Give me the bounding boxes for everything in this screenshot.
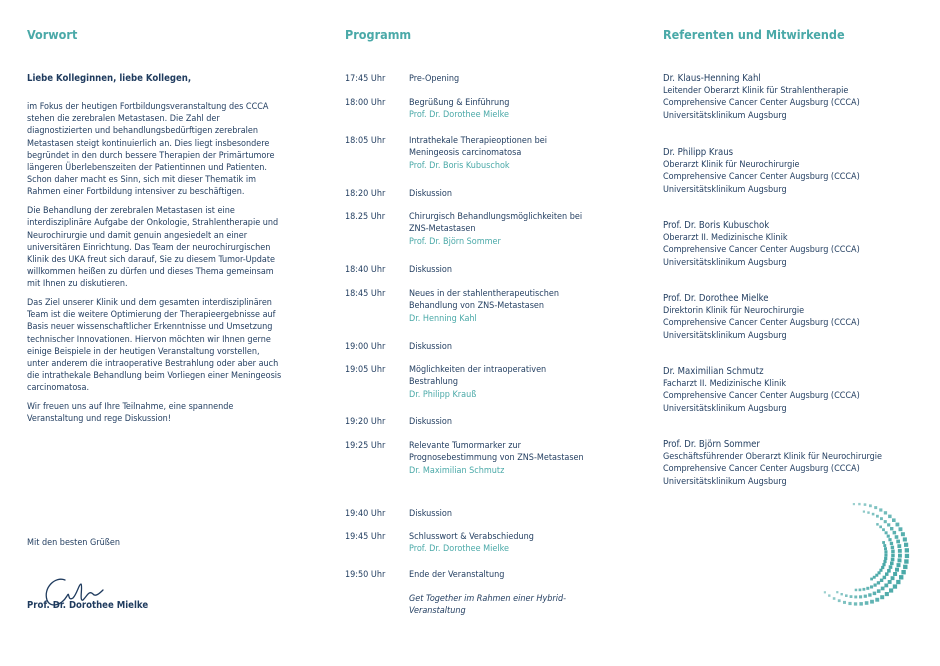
logo-dot bbox=[884, 557, 887, 560]
logo-dot bbox=[890, 562, 894, 566]
logo-dot bbox=[881, 587, 885, 591]
logo-dot bbox=[891, 546, 894, 549]
speaker-center: Comprehensive Cancer Center Augsburg (CCCA) bbox=[663, 172, 860, 183]
logo-dot bbox=[898, 554, 902, 558]
logo-dot bbox=[867, 511, 869, 513]
vorwort-paragraph: Das Ziel unserer Klinik und dem gesamten interdisziplinären Team ist die weitere Optimierung der Therapieergebnisse auf Basis neuer wissenschaftlicher Erkenntnisse und Umsetzung technischer Innovationen. Hiervon möchten wir Ihnen gerne einige Beispiele in der heutigen Veranstaltung vorstellen, unter anderem die intraoperative Bestrahlung oder aber auch die intrathekale Behandlung beim Vorliegen einer Meningeosis carcinomatosa. bbox=[27, 298, 282, 394]
speaker-name: Dr. Klaus-Henning Kahl bbox=[663, 73, 761, 84]
logo-dot bbox=[880, 595, 884, 599]
logo-dot bbox=[887, 523, 890, 526]
program-time: 18:40 Uhr bbox=[345, 265, 386, 275]
speaker-role: Facharzt II. Medizinische Klinik bbox=[663, 379, 787, 390]
logo-dot bbox=[885, 572, 889, 576]
program-title: Neues in der stahlentherapeutischen Behandlung von ZNS-Metastasen bbox=[409, 289, 559, 312]
logo-dot bbox=[843, 601, 846, 604]
logo-dot bbox=[884, 550, 887, 553]
logo-dot bbox=[882, 563, 885, 566]
logo-dot bbox=[881, 566, 884, 569]
speaker-entry bbox=[663, 73, 928, 122]
logo-dot bbox=[872, 513, 875, 516]
logo-dot bbox=[875, 598, 879, 602]
logo-dot bbox=[848, 602, 851, 605]
program-speaker: Dr. Philipp Krauß bbox=[409, 389, 477, 400]
logo-dot bbox=[828, 594, 830, 596]
speaker-entry bbox=[663, 366, 928, 415]
logo-dot bbox=[873, 592, 877, 596]
logo-dot bbox=[833, 597, 836, 600]
speaker-entry bbox=[663, 439, 928, 488]
program-time: 18.25 Uhr bbox=[345, 212, 386, 222]
logo-dot bbox=[873, 576, 876, 579]
program-speaker: Prof. Dr. Björn Sommer bbox=[409, 236, 501, 247]
logo-dot bbox=[859, 602, 863, 606]
logo-dot bbox=[893, 572, 897, 576]
program-time: 19:40 Uhr bbox=[345, 509, 386, 519]
logo-dot bbox=[899, 527, 903, 531]
logo-dot bbox=[895, 568, 899, 572]
logo-dot bbox=[889, 565, 893, 569]
speaker-name: Prof. Dr. Dorothee Mielke bbox=[663, 293, 769, 304]
speaker-institution: Universitätsklinikum Augsburg bbox=[663, 184, 787, 195]
vorwort-paragraph: im Fokus der heutigen Fortbildungsveranstaltung des CCCA stehen die zerebralen Metastasen. Die Zahl der diagnostizierten und behandlungsbedürftigen zerebralen Metastasen steigt kontinuierlich an. Dies liegt insbesondere begründet in den durch bessere Therapien der Primärtumore längeren Überlebenszeiten der Patientinnen und Patienten. Schon daher macht es Sinn, sich mit dieser Thematik im Rahmen einer Fortbildung intensiver zu beschäftigen. bbox=[27, 102, 275, 198]
logo-dot bbox=[879, 569, 882, 572]
program-title: Schlusswort & Verabschiedung bbox=[409, 532, 534, 542]
logo-dot bbox=[891, 550, 895, 554]
program-time: 19:20 Uhr bbox=[345, 417, 386, 427]
speaker-institution: Universitätsklinikum Augsburg bbox=[663, 110, 787, 121]
logo-dot bbox=[859, 589, 862, 592]
logo-dot bbox=[904, 543, 908, 547]
vorwort-title: Vorwort bbox=[27, 27, 78, 42]
logo-dot bbox=[898, 549, 902, 553]
logo-dot bbox=[836, 591, 838, 593]
program-speaker: Prof. Dr. Boris Kubuschok bbox=[409, 160, 510, 171]
program-speaker: Prof. Dr. Dorothee Mielke bbox=[409, 110, 509, 121]
program-time: 18:00 Uhr bbox=[345, 98, 386, 108]
program-speaker: Dr. Maximilian Schmutz bbox=[409, 465, 505, 476]
logo-dot bbox=[874, 506, 877, 509]
logo-dot bbox=[883, 576, 887, 580]
program-title: Diskussion bbox=[409, 265, 453, 275]
logo-dot bbox=[888, 538, 891, 541]
speaker-name: Prof. Dr. Boris Kubuschok bbox=[663, 220, 770, 231]
logo-dot bbox=[884, 584, 888, 588]
logo-dot bbox=[855, 589, 858, 592]
logo-dot bbox=[863, 588, 866, 591]
speaker-name: Dr. Maximilian Schmutz bbox=[663, 366, 764, 377]
logo-dot bbox=[850, 595, 853, 598]
logo-dot bbox=[863, 511, 865, 513]
logo-dot bbox=[876, 515, 879, 518]
logo-dot bbox=[901, 532, 905, 536]
logo-dot bbox=[880, 517, 883, 520]
program-time: 19:50 Uhr bbox=[345, 570, 386, 580]
program-title: Diskussion bbox=[409, 189, 453, 199]
logo-dot bbox=[879, 526, 882, 529]
logo-dot bbox=[889, 588, 893, 592]
speaker-institution: Universitätsklinikum Augsburg bbox=[663, 476, 787, 487]
speaker-entry bbox=[663, 220, 928, 269]
speaker-center: Comprehensive Cancer Center Augsburg (CCCA) bbox=[663, 98, 860, 109]
speaker-center: Comprehensive Cancer Center Augsburg (CCCA) bbox=[663, 391, 860, 402]
speaker-center: Comprehensive Cancer Center Augsburg (CCCA) bbox=[663, 245, 860, 256]
speaker-institution: Universitätsklinikum Augsburg bbox=[663, 403, 787, 414]
program-time: 19:00 Uhr bbox=[345, 342, 386, 352]
logo-dot bbox=[874, 584, 877, 587]
logo-dot bbox=[903, 537, 907, 541]
logo-dot bbox=[865, 601, 869, 605]
programm-title: Programm bbox=[345, 27, 412, 42]
logo-dot bbox=[884, 520, 887, 523]
program-title: Chirurgisch Behandlungsmöglichkeiten bei ZNS-Metastasen bbox=[409, 212, 583, 235]
logo-dot bbox=[891, 576, 895, 580]
speaker-name: Prof. Dr. Björn Sommer bbox=[663, 439, 760, 450]
logo-dot bbox=[864, 503, 867, 506]
program-title: Begrüßung & Einführung bbox=[409, 98, 510, 108]
program-title: Diskussion bbox=[409, 417, 453, 427]
logo-dot bbox=[901, 570, 905, 574]
logo-dot bbox=[858, 503, 860, 505]
program-title: Möglichkeiten der intraoperativen Bestrahlung bbox=[409, 365, 547, 388]
speaker-role: Oberarzt Klinik für Neurochirurgie bbox=[663, 160, 800, 171]
logo-dot bbox=[903, 565, 907, 569]
speaker-role: Leitender Oberarzt Klinik für Strahlentherapie bbox=[663, 86, 849, 97]
logo-dot bbox=[885, 592, 889, 596]
logo-dot bbox=[895, 535, 899, 539]
logo-dot bbox=[882, 528, 885, 531]
logo-dot bbox=[898, 558, 902, 562]
logo-dot bbox=[905, 548, 909, 552]
logo-dot bbox=[890, 527, 893, 530]
speaker-role: Direktorin Klinik für Neurochirurgie bbox=[663, 306, 805, 317]
logo-dot bbox=[824, 591, 826, 593]
program-time: 18:05 Uhr bbox=[345, 136, 386, 146]
logo-dot bbox=[864, 595, 867, 598]
logo-dot bbox=[904, 559, 908, 563]
program-title: Pre-Opening bbox=[409, 74, 460, 84]
greeting: Liebe Kolleginnen, liebe Kollegen, bbox=[27, 73, 192, 84]
program-title: Ende der Veranstaltung bbox=[409, 570, 505, 580]
logo-dot bbox=[884, 554, 887, 557]
logo-dot bbox=[883, 544, 886, 547]
program-title: Diskussion bbox=[409, 509, 453, 519]
vorwort-paragraph: Die Behandlung der zerebralen Metastasen ist eine interdisziplinäre Aufgabe der Onkologie, Strahlentherapie und Neurochirurgie und damit genuin angesiedelt an einer universitären Einrichtung. Das Team der neurochirurgischen Klinik des UKA freut sich darauf, Sie zu diesem Tumor-Update willkommen heißen zu dürfen und dieses Thema gemeinsam mit Ihnen zu diskutieren. bbox=[27, 206, 279, 290]
logo-dot bbox=[899, 575, 903, 579]
logo-dot bbox=[877, 581, 880, 584]
logo-dot bbox=[885, 531, 888, 534]
program-note: Get Together im Rahmen einer Hybrid-Veranstaltung bbox=[409, 594, 567, 617]
program-time: 19:25 Uhr bbox=[345, 441, 386, 451]
logo-dot bbox=[887, 535, 890, 538]
dotted-crescent-logo-icon bbox=[785, 496, 915, 626]
logo-dot bbox=[887, 569, 891, 573]
vorwort-body bbox=[27, 101, 282, 432]
logo-dot bbox=[905, 554, 909, 558]
program-time: 18:20 Uhr bbox=[345, 189, 386, 199]
program-title: Relevante Tumormarker zur Prognosebestimmung von ZNS-Metastasen bbox=[409, 441, 584, 464]
vorwort-paragraph: Wir freuen uns auf Ihre Teilnahme, eine spannende Veranstaltung und rege Diskussion! bbox=[27, 402, 234, 425]
logo-dot bbox=[845, 594, 848, 597]
logo-dot bbox=[841, 593, 843, 595]
speaker-role: Geschäftsführender Oberarzt Klinik für Neurochirurgie bbox=[663, 452, 883, 463]
speaker-entry bbox=[663, 147, 928, 196]
speaker-entry bbox=[663, 293, 928, 342]
logo-dot bbox=[896, 540, 900, 544]
logo-dot bbox=[882, 541, 885, 544]
speaker-center: Comprehensive Cancer Center Augsburg (CCCA) bbox=[663, 318, 860, 329]
logo-dot bbox=[870, 585, 873, 588]
logo-dot bbox=[888, 580, 892, 584]
logo-dot bbox=[890, 542, 893, 545]
logo-dot bbox=[896, 523, 900, 527]
logo-dot bbox=[888, 515, 892, 519]
logo-dot bbox=[869, 504, 872, 507]
speaker-center: Comprehensive Cancer Center Augsburg (CCCA) bbox=[663, 464, 860, 475]
speaker-role: Oberarzt II. Medizinische Klinik bbox=[663, 233, 788, 244]
logo-dot bbox=[859, 595, 862, 598]
program-speaker: Prof. Dr. Dorothee Mielke bbox=[409, 544, 509, 555]
signature-name: Prof. Dr. Dorothee Mielke bbox=[27, 600, 149, 611]
logo-dot bbox=[891, 554, 895, 558]
logo-dot bbox=[854, 596, 857, 599]
logo-dot bbox=[870, 578, 873, 581]
logo-dot bbox=[853, 503, 855, 505]
program-time: 19:05 Uhr bbox=[345, 365, 386, 375]
speaker-name: Dr. Philipp Kraus bbox=[663, 147, 734, 158]
logo-dot bbox=[891, 558, 895, 562]
program-time: 18:45 Uhr bbox=[345, 289, 386, 299]
speaker-institution: Universitätsklinikum Augsburg bbox=[663, 257, 787, 268]
referenten-title: Referenten und Mitwirkende bbox=[663, 27, 845, 42]
logo-dot bbox=[838, 599, 841, 602]
program-speaker: Dr. Henning Kahl bbox=[409, 313, 477, 324]
logo-dot bbox=[892, 518, 896, 522]
program-title: Intrathekale Therapieoptionen bei Meningeosis carcinomatosa bbox=[409, 136, 547, 159]
logo-dot bbox=[884, 547, 887, 550]
logo-dot bbox=[896, 580, 900, 584]
logo-dot bbox=[877, 589, 881, 593]
closing: Mit den besten Grüßen bbox=[27, 538, 120, 548]
logo-dot bbox=[854, 602, 857, 605]
logo-dot bbox=[870, 600, 874, 604]
logo-dot bbox=[893, 531, 897, 535]
logo-dot bbox=[876, 523, 879, 526]
logo-dot bbox=[897, 544, 901, 548]
program-time: 19:45 Uhr bbox=[345, 532, 386, 542]
speaker-institution: Universitätsklinikum Augsburg bbox=[663, 330, 787, 341]
logo-dot bbox=[883, 560, 886, 563]
logo-dot bbox=[879, 508, 882, 511]
logo-dot bbox=[884, 511, 887, 514]
program-time: 17:45 Uhr bbox=[345, 74, 386, 84]
program-title: Diskussion bbox=[409, 342, 453, 352]
logo-dot bbox=[866, 587, 869, 590]
logo-dot bbox=[868, 593, 871, 596]
logo-dot bbox=[897, 563, 901, 567]
logo-dot bbox=[893, 584, 897, 588]
